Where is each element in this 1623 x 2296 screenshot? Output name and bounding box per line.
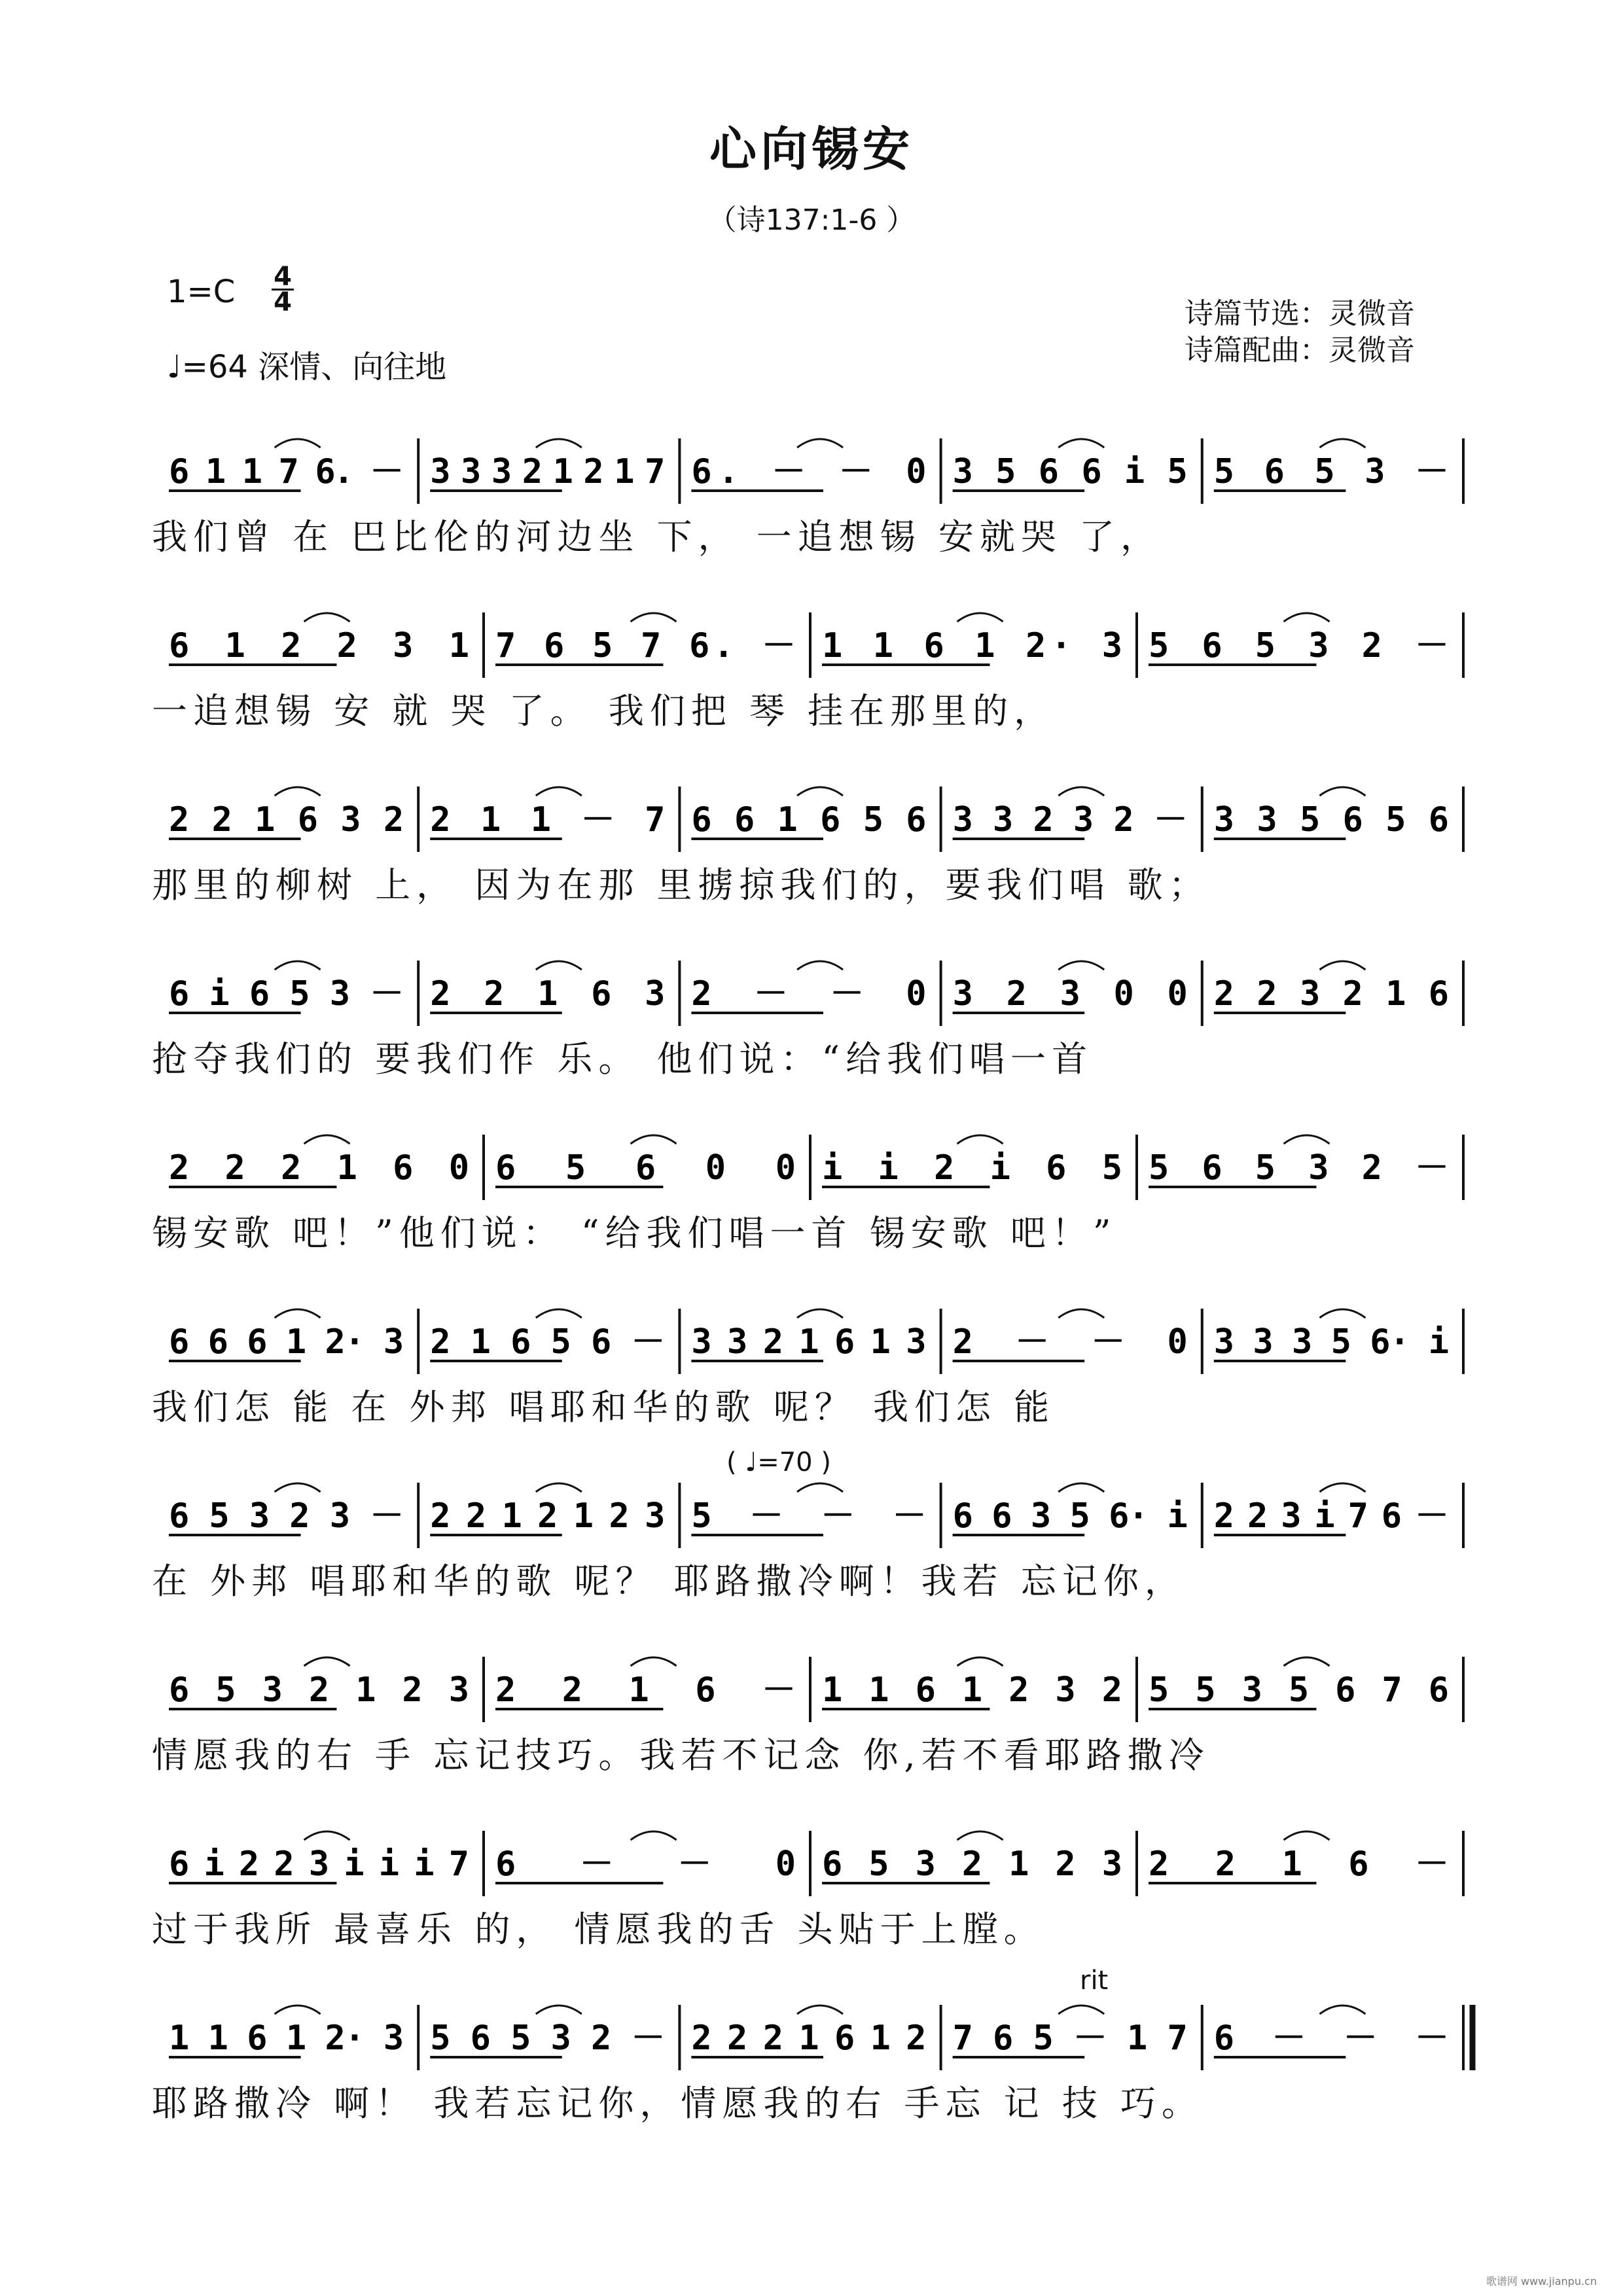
measure-notes: 5 6 5 3 2 － [430,2019,666,2058]
measure-notes: 3 3 5 6 5 6 [1213,800,1449,839]
ritardando-marking: rit [1080,1966,1109,1996]
measure-notes: 6 6 6 1 2· 3 [169,1322,404,1362]
lyrics-line: 在 外邦 唱耶和华的歌 呢？ 耶路撒冷啊！我若 忘记你， [152,1561,1186,1602]
slur [1058,2005,1104,2014]
slur [1058,1483,1104,1492]
music-system [0,773,1623,937]
slur [1319,787,1365,796]
slur [957,613,1003,622]
measure-notes: 2 2 2 1 6 1 2 [691,2019,927,2058]
slur [1058,439,1104,448]
slur [1319,1309,1365,1318]
measure-notes: 2 － － 0 [691,974,927,1014]
measure-notes: 6 5 3 2 3 － [169,1496,404,1536]
tempo-change: ( ♩=70 ) [726,1447,831,1477]
lyrics-line: 我们怎 能 在 外邦 唱耶和华的歌 呢？ 我们怎 能 [152,1386,1056,1428]
measure-notes: 6 5 6 0 0 [495,1148,796,1188]
lyrics-credit: 诗篇节选：灵微音 [1185,297,1415,330]
measure-notes: 1 1 6 1 2 3 2 [822,1670,1122,1710]
measure-notes: 6. － － 0 [691,452,927,491]
slur [1058,1309,1104,1318]
slur [275,439,321,448]
composer-credit: 诗篇配曲：灵微音 [1185,334,1415,367]
music-system [0,947,1623,1111]
measure-notes: 6 6 1 6 5 6 [691,800,927,839]
slur [1058,787,1104,796]
measure-notes: 5 6 5 3 2 － [1149,1148,1449,1188]
slur [304,1657,350,1666]
slur [536,2005,582,2014]
slur [631,1831,677,1840]
measure-notes: 2 2 3 2 1 6 [1213,974,1449,1014]
tempo-marking: ♩=64 深情、向往地 [167,349,447,385]
measure-notes: 3 3 3 5 6· i [1213,1322,1449,1362]
time-signature [272,262,294,317]
slur [304,1831,350,1840]
measure-notes: 2 1 1 － 7 [430,800,666,839]
measure-notes: 6 5 3 2 1 2 3 [822,1845,1122,1884]
measure-notes: 6 1 1 7 6. － [169,452,404,491]
lyrics-line: 情愿我的右 手 忘记技巧。我若不记念 你,若不看耶路撒冷 [152,1735,1210,1776]
slur [1284,613,1330,622]
music-system [0,1818,1623,1981]
measure-notes: 3 3 3 2 1 2 1 7 [430,452,666,491]
measure-notes: 5 － － － [691,1496,927,1536]
measure-notes: 3 5 6 6 i 5 [952,452,1188,491]
slur [957,1135,1003,1144]
music-system [0,1122,1623,1285]
lyrics-line: 我们曾 在 巴比伦的河边坐 下， 一追想锡 安就哭 了， [152,516,1162,557]
measure-notes: 2 2 1 6 3 [430,974,666,1014]
lyrics-line: 过于我所 最喜乐 的， 情愿我的舌 头贴于上膛。 [152,1909,1045,1950]
watermark: 歌谱网 www.jianpu.cn [1486,2275,1597,2287]
slur [536,439,582,448]
measure-notes: 6 i 2 2 3 i i i 7 [169,1845,469,1884]
measure-notes: 2 1 6 5 6 － [430,1322,666,1362]
measure-notes: 7 6 5 7 6. － [495,626,796,665]
slur [1319,2005,1365,2014]
measure-notes: 2 － － 0 [952,1322,1188,1362]
measure-notes: 6 5 3 2 1 2 3 [169,1670,469,1710]
measure-notes: 3 3 2 3 2 － [952,800,1188,839]
slur [797,1483,843,1492]
slur [275,1483,321,1492]
measure-notes: 6 6 3 5 6· i [952,1496,1188,1536]
measure-notes: 6 i 6 5 3 － [169,974,404,1014]
slur [304,613,350,622]
slur [1284,1135,1330,1144]
music-system [0,1644,1623,1807]
lyrics-line: 抢夺我们的 要我们作 乐。 他们说：“给我们唱一首 [152,1038,1094,1080]
measure-notes: i i 2 i 6 5 [822,1148,1122,1188]
slur [631,613,677,622]
slur [957,1831,1003,1840]
slur [275,2005,321,2014]
credits [1185,296,1415,369]
slur [631,1135,677,1144]
music-system [0,1296,1623,1459]
measure-notes: 7 6 5 － 1 7 [952,2019,1188,2058]
slur [304,1135,350,1144]
slur [275,1309,321,1318]
time-signature-top: 4 [274,262,292,292]
measure-notes: 2 2 1 2 1 2 3 [430,1496,666,1536]
measure-notes: 5 5 3 5 6 7 6 [1149,1670,1449,1710]
slur [1284,1831,1330,1840]
music-system [0,425,1623,589]
slur [957,1657,1003,1666]
measure-notes: 3 2 3 0 0 [952,974,1188,1014]
slur [1284,1657,1330,1666]
measure-notes: 2 2 1 6 － [1149,1845,1449,1884]
measure-notes: 2 2 3 i 7 6 － [1213,1496,1449,1536]
measure-notes: 1 1 6 1 2· 3 [169,2019,404,2058]
measure-notes: 6 － － 0 [495,1845,796,1884]
measure-notes: 6 － － － [1213,2019,1449,2058]
scripture-reference: （诗137:1-6 ） [707,203,916,237]
measure-notes: 2 2 1 6 3 2 [169,800,404,839]
lyrics-line: 一追想锡 安 就 哭 了。 我们把 琴 挂在那里的， [152,690,1056,732]
slur [1319,439,1365,448]
music-system [0,1470,1623,1633]
measure-notes: 5 6 5 3 － [1213,452,1449,491]
slur [631,1657,677,1666]
slur [1319,961,1365,970]
measure-notes: 3 3 2 1 6 1 3 [691,1322,927,1362]
music-system [0,1992,1623,2155]
measure-notes: 2 2 2 1 6 0 [169,1148,469,1188]
slur [797,1309,843,1318]
lyrics-line: 耶路撒冷 啊！ 我若忘记你，情愿我的右 手忘 记 技 巧。 [152,2083,1203,2124]
slur [536,961,582,970]
slur [536,1483,582,1492]
lyrics-line: 锡安歌 吧！”他们说： “给我们唱一首 锡安歌 吧！” [152,1212,1117,1254]
measure-notes: 1 1 6 1 2· 3 [822,626,1122,665]
measure-notes: 5 6 5 3 2 － [1149,626,1449,665]
time-signature-bottom: 4 [274,287,292,317]
slur [797,961,843,970]
slur [275,787,321,796]
slur [1058,961,1104,970]
lyrics-line: 那里的柳树 上， 因为在那 里掳掠我们的，要我们唱 歌； [152,864,1210,906]
measure-notes: 2 2 1 6 － [495,1670,796,1710]
slur [797,439,843,448]
slur [275,961,321,970]
slur [536,1309,582,1318]
slur [1319,1483,1365,1492]
measure-notes: 6 1 2 2 3 1 [169,626,469,665]
song-title: 心向锡安 [709,122,914,177]
slur [797,2005,843,2014]
slur [536,787,582,796]
slur [797,787,843,796]
key-signature: 1=C [167,274,236,310]
music-system [0,599,1623,763]
